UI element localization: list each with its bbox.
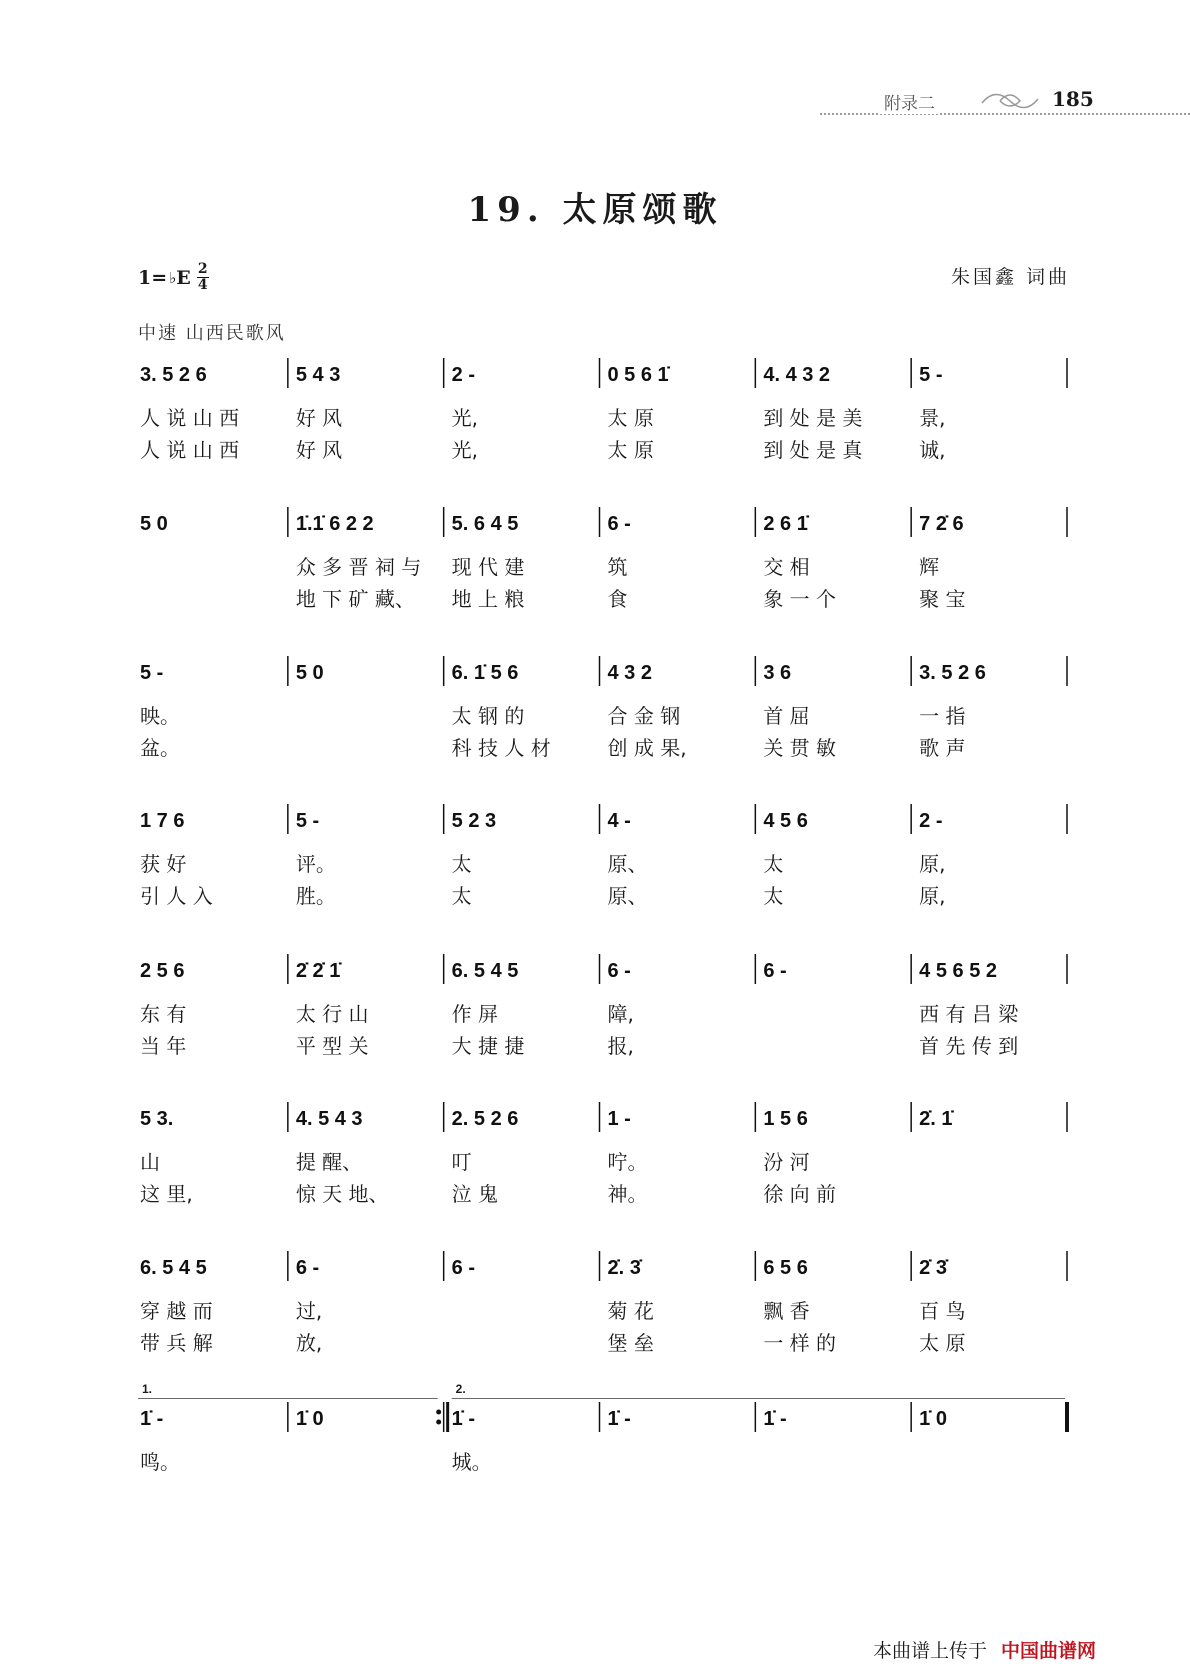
lyric-syllables: 合 金 钢 <box>607 704 681 728</box>
lyric-line-1 <box>138 551 1073 581</box>
notation-row <box>138 800 1073 840</box>
lyric-syllables: 泣 鬼 <box>451 1182 499 1206</box>
lyric-syllables: 引 人 入 <box>140 884 213 908</box>
lyric-syllables: 首 先 传 到 <box>919 1034 1019 1058</box>
lyric-syllables: 评。 <box>295 852 336 876</box>
lyric-syllables: 人 说 山 西 <box>140 438 240 462</box>
lyric-line-2 <box>138 1178 1073 1208</box>
lyric-syllables: 原, <box>919 852 946 876</box>
lyric-syllables: 提 醒、 <box>295 1150 363 1174</box>
lyric-syllables: 西 有 吕 梁 <box>919 1002 1019 1026</box>
measure-notes: 6. 5 4 5 <box>451 960 519 982</box>
measure-notes: 1̇.1̇ 6 2 2 <box>295 513 374 535</box>
score-system <box>138 354 1073 489</box>
lyric-syllables: 太 <box>451 884 472 908</box>
lyric-syllables: 一 指 <box>919 704 966 728</box>
measure-notes: 4 5 6 5 2 <box>919 960 998 982</box>
notation-row <box>138 1247 1073 1287</box>
lyric-syllables: 菊 花 <box>607 1299 654 1323</box>
lyric-line-1 <box>138 848 1073 878</box>
notation-row <box>138 354 1073 394</box>
repeat-dot <box>436 1420 441 1425</box>
lyric-syllables: 交 相 <box>763 555 810 579</box>
measure-notes: 3. 5 2 6 <box>140 364 207 386</box>
lyric-syllables: 太 原 <box>607 406 654 430</box>
time-signature <box>197 262 209 293</box>
lyric-line-2 <box>138 583 1073 613</box>
measure-notes: 1 - <box>607 1108 631 1130</box>
lyric-syllables: 太 原 <box>919 1331 966 1355</box>
lyric-syllables: 聚 宝 <box>919 587 966 611</box>
running-header <box>820 83 1190 123</box>
lyric-line-2 <box>138 732 1073 762</box>
score-system <box>138 1247 1073 1382</box>
notation-row <box>138 652 1073 692</box>
measure-notes: 5. 6 4 5 <box>451 513 519 535</box>
score-system <box>138 1098 1073 1233</box>
lyric-syllables: 筑 <box>607 555 628 579</box>
volta-number: 1. <box>142 1382 153 1396</box>
lyric-syllables: 太 行 山 <box>295 1002 369 1026</box>
measure-notes: 5 - <box>919 364 943 386</box>
page-number: 185 <box>1048 87 1098 111</box>
score-system <box>138 503 1073 638</box>
measure-notes: 1 7 6 <box>140 810 185 832</box>
lyric-syllables: 诚, <box>919 438 946 462</box>
measure-notes: 1̇ - <box>140 1408 164 1430</box>
flat-sign: ♭ <box>169 268 177 287</box>
lyric-line-2 <box>138 880 1073 910</box>
measure-notes: 4. 4 3 2 <box>763 364 831 386</box>
lyric-syllables: 叮 <box>451 1150 472 1174</box>
score-system <box>138 950 1073 1085</box>
measure-notes: 6 - <box>607 513 631 535</box>
footer-brand: 中国曲谱网 <box>1001 1640 1097 1662</box>
tempo-marking: 中速 山西民歌风 <box>138 323 286 344</box>
lyric-syllables: 徐 向 前 <box>763 1182 837 1206</box>
measure-notes: 1̇ - <box>451 1408 476 1430</box>
measure-notes: 6 - <box>607 960 631 982</box>
lyric-syllables: 汾 河 <box>763 1150 810 1174</box>
lyric-syllables: 好 风 <box>295 438 343 462</box>
lyric-syllables: 障, <box>607 1002 634 1026</box>
notation-row <box>138 1398 1073 1438</box>
measure-notes: 5 2 3 <box>451 810 497 832</box>
measure-notes: 2 5 6 <box>140 960 185 982</box>
measure-notes: 4 5 6 <box>763 810 808 832</box>
meter-bottom: 4 <box>197 277 208 293</box>
measure-notes: 5 - <box>140 662 164 684</box>
lyric-syllables: 人 说 山 西 <box>140 406 240 430</box>
lyric-syllables: 关 贯 敏 <box>763 736 837 760</box>
lyric-syllables: 太 <box>451 852 472 876</box>
measure-notes: 0 5 6 1̇ <box>607 364 669 386</box>
lyric-line-1 <box>138 700 1073 730</box>
key-signature <box>138 262 209 293</box>
lyric-syllables: 创 成 果, <box>607 736 687 760</box>
lyric-syllables: 地 下 矿 藏、 <box>295 587 415 611</box>
lyric-syllables: 放, <box>295 1331 323 1355</box>
lyric-syllables: 鸣。 <box>140 1450 180 1474</box>
measure-notes: 2̇. 1̇ <box>919 1108 953 1130</box>
author-credit: 朱国鑫 词曲 <box>950 266 1070 288</box>
lyric-syllables: 穿 越 而 <box>140 1299 213 1323</box>
watermark-footer <box>873 1636 1096 1663</box>
measure-notes: 7 2̇ 6 <box>919 513 964 535</box>
measure-notes: 1̇ - <box>607 1408 631 1430</box>
lyric-syllables: 飘 香 <box>763 1299 810 1323</box>
lyric-syllables: 科 技 人 材 <box>451 736 551 760</box>
lyric-line-2 <box>138 1030 1073 1060</box>
lyric-syllables: 百 鸟 <box>919 1299 966 1323</box>
header-section: 附录二 <box>880 89 939 114</box>
measure-notes: 5 0 <box>140 513 168 535</box>
lyric-syllables: 山 <box>140 1150 160 1174</box>
lyric-syllables: 神。 <box>607 1182 648 1206</box>
lyric-syllables: 作 屏 <box>451 1002 499 1026</box>
lyric-syllables: 象 一 个 <box>763 587 837 611</box>
lyric-syllables: 东 有 <box>140 1002 187 1026</box>
lyric-syllables: 原, <box>919 884 946 908</box>
song-title: 19. 太原颂歌 <box>467 190 723 230</box>
ornament-icon <box>980 85 1040 115</box>
lyric-line-2 <box>138 1327 1073 1357</box>
measure-notes: 3 6 <box>763 662 792 684</box>
lyric-syllables: 过, <box>295 1299 323 1323</box>
measure-notes: 1̇ 0 <box>295 1408 324 1430</box>
lyric-syllables: 大 捷 捷 <box>451 1034 525 1058</box>
lyric-syllables: 当 年 <box>140 1034 187 1058</box>
lyric-syllables: 现 代 建 <box>451 555 525 579</box>
lyric-syllables: 好 风 <box>295 406 343 430</box>
lyric-syllables: 城。 <box>451 1450 492 1474</box>
key-note: E <box>176 266 191 289</box>
lyric-syllables: 映。 <box>140 704 180 728</box>
measure-notes: 2 - <box>451 364 476 386</box>
lyric-line-2 <box>138 1478 1073 1508</box>
lyric-line-1 <box>138 1146 1073 1176</box>
measure-notes: 2̇. 3̇ <box>607 1257 641 1279</box>
lyric-syllables: 光, <box>451 438 479 462</box>
lyric-syllables: 原、 <box>607 884 648 908</box>
lyric-line-1 <box>138 998 1073 1028</box>
measure-notes: 2̇ 2̇ 1̇ <box>295 960 341 982</box>
measure-notes: 5 3. <box>140 1108 174 1130</box>
lyric-syllables: 一 样 的 <box>763 1331 837 1355</box>
measure-notes: 1 5 6 <box>763 1108 808 1130</box>
lyric-syllables: 歌 声 <box>919 736 966 760</box>
lyric-syllables: 辉 <box>919 555 940 579</box>
measure-notes: 4 - <box>607 810 631 832</box>
measure-notes: 3. 5 2 6 <box>919 662 986 684</box>
measure-notes: 6. 1̇ 5 6 <box>451 662 519 684</box>
lyric-syllables: 光, <box>451 406 479 430</box>
lyric-syllables: 胜。 <box>295 884 336 908</box>
lyric-syllables: 报, <box>607 1034 634 1058</box>
notation-row <box>138 503 1073 543</box>
notation-row <box>138 1098 1073 1138</box>
measure-notes: 2 6 1̇ <box>763 513 808 535</box>
lyric-syllables: 景, <box>919 406 946 430</box>
measure-notes: 5 0 <box>295 662 324 684</box>
measure-notes: 6 - <box>451 1257 476 1279</box>
lyric-syllables: 太 <box>763 852 784 876</box>
lyric-syllables: 太 原 <box>607 438 654 462</box>
lyric-syllables: 食 <box>607 587 628 611</box>
measure-notes: 4. 5 4 3 <box>295 1108 363 1130</box>
score-system <box>138 652 1073 787</box>
measure-notes: 2. 5 2 6 <box>451 1108 519 1130</box>
lyric-syllables: 众 多 晋 祠 与 <box>295 555 422 579</box>
lyric-syllables: 平 型 关 <box>295 1034 369 1058</box>
lyric-syllables: 太 <box>763 884 784 908</box>
lyric-syllables: 咛。 <box>607 1150 648 1174</box>
measure-notes: 1̇ - <box>763 1408 787 1430</box>
notation-row <box>138 950 1073 990</box>
repeat-dot <box>436 1410 441 1415</box>
lyric-syllables: 堡 垒 <box>607 1331 654 1355</box>
measure-notes: 5 - <box>295 810 320 832</box>
lyric-line-1 <box>138 1446 1073 1476</box>
measure-notes: 5 4 3 <box>295 364 341 386</box>
measure-notes: 4 3 2 <box>607 662 652 684</box>
lyric-syllables: 带 兵 解 <box>140 1331 213 1355</box>
lyric-syllables: 获 好 <box>140 852 187 876</box>
lyric-line-1 <box>138 1295 1073 1325</box>
lyric-syllables: 这 里, <box>140 1182 193 1206</box>
measure-notes: 6 5 6 <box>763 1257 808 1279</box>
measure-notes: 6 - <box>295 1257 320 1279</box>
score-system <box>138 1382 1073 1533</box>
footer-text: 本曲谱上传于 <box>873 1640 988 1662</box>
lyric-syllables: 地 上 粮 <box>451 587 525 611</box>
lyric-line-1 <box>138 402 1073 432</box>
measure-notes: 2̇ 3̇ <box>919 1257 947 1279</box>
lyric-syllables: 首 屈 <box>763 704 810 728</box>
lyric-syllables: 到 处 是 真 <box>763 438 863 462</box>
meter-top: 2 <box>197 261 208 277</box>
lyric-syllables: 到 处 是 美 <box>763 406 863 430</box>
measure-notes: 6 - <box>763 960 787 982</box>
lyric-syllables: 原、 <box>607 852 648 876</box>
lyric-syllables: 太 钢 的 <box>451 704 525 728</box>
measure-notes: 6. 5 4 5 <box>140 1257 207 1279</box>
measure-notes: 2 - <box>919 810 943 832</box>
score-system <box>138 800 1073 935</box>
volta-number: 2. <box>455 1382 466 1396</box>
lyric-syllables: 惊 天 地、 <box>295 1182 389 1206</box>
key-prefix: 1= <box>138 266 168 289</box>
lyric-line-2 <box>138 434 1073 464</box>
measure-notes: 1̇ 0 <box>919 1408 947 1430</box>
lyric-syllables: 盆。 <box>140 736 180 760</box>
